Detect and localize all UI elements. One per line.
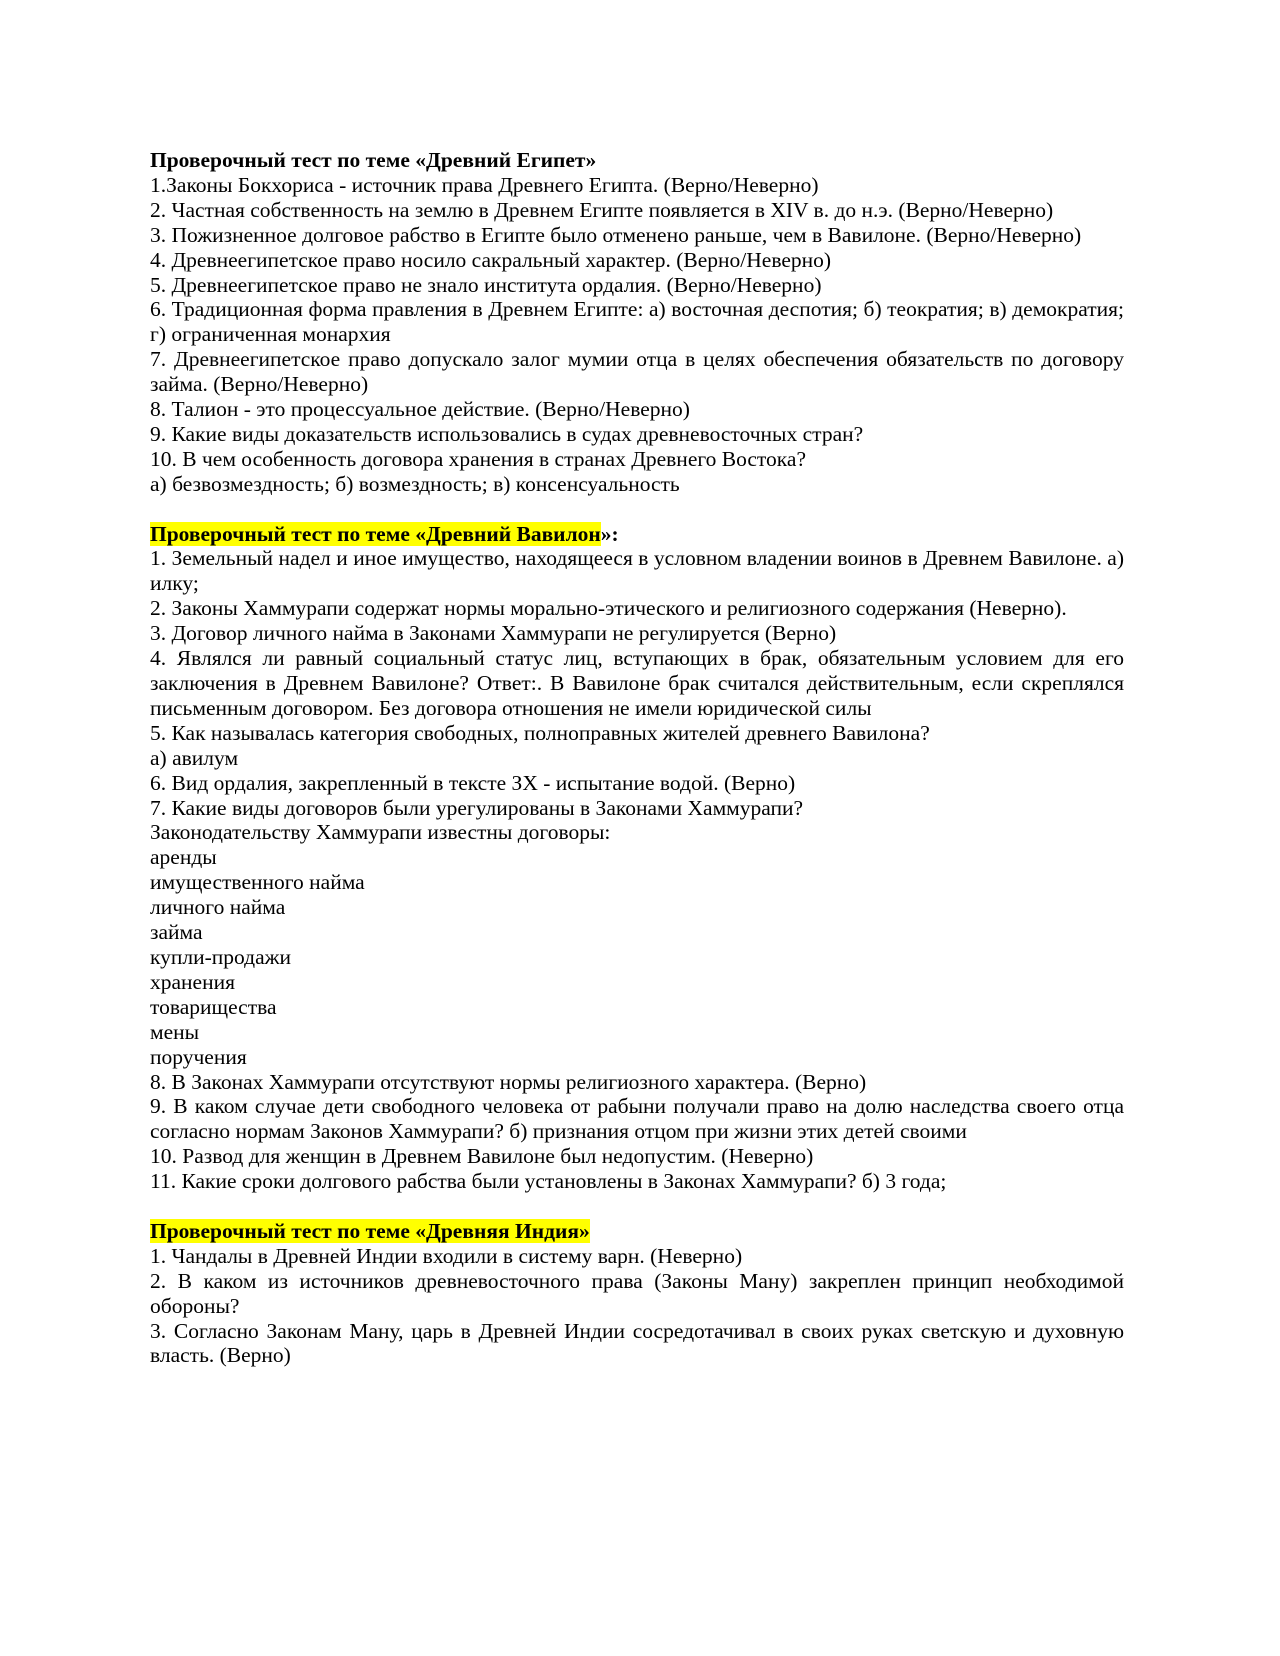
section-title-egypt: Проверочный тест по теме «Древний Египет» xyxy=(150,148,597,172)
document-page xyxy=(150,148,1124,1368)
section-title-babylon xyxy=(150,522,1124,547)
question-line: 3. Пожизненное долговое рабство в Египте было отменено раньше, чем в Вавилоне. (Верно/Неверно) xyxy=(150,222,1082,247)
question-line: 7. Древнеегипетское право допускало залог мумии отца в целях обеспечения обязательств по договору займа. (Верно/Неверно) xyxy=(150,347,1124,397)
question-line: 4. Являлся ли равный социальный статус лиц, вступающих в брак, обязательным условием для его заключения в Древнем Вавилоне? Ответ:. В Вавилоне брак считался действительным, если скреплялся письменным договором. Без договора отношения не имели юридической силы xyxy=(150,646,1124,720)
question-line: 8. В Законах Хаммурапи отсутствуют нормы религиозного характера. (Верно) xyxy=(150,1069,867,1094)
question-line: 9. В каком случае дети свободного человека от рабыни получали право на долю наследства своего отца согласно нормам Законов Хаммурапи? б) признания отцом при жизни этих детей своими xyxy=(150,1094,1124,1144)
list-item: товарищества xyxy=(150,994,277,1019)
section-egypt xyxy=(150,148,1124,497)
question-line: 10. Развод для женщин в Древнем Вавилоне был недопустим. (Неверно) xyxy=(150,1144,814,1169)
list-item: хранения xyxy=(150,969,235,994)
list-item: мены xyxy=(150,1019,200,1044)
question-line: 3. Договор личного найма в Законами Хаммурапи не регулируется (Верно) xyxy=(150,621,837,646)
question-line: 9. Какие виды доказательств использовались в судах древневосточных стран? xyxy=(150,421,864,446)
title-highlight: Проверочный тест по теме «Древний Вавилон xyxy=(150,521,601,546)
question-line: 6. Традиционная форма правления в Древнем Египте: а) восточная деспотия; б) теократия; в) демократия; г) ограниченная монархия xyxy=(150,297,1124,347)
question-line: 5. Древнеегипетское право не знало института ордалия. (Верно/Неверно) xyxy=(150,272,822,297)
title-highlight: Проверочный тест по теме «Древняя Индия» xyxy=(150,1218,590,1243)
section-title-india xyxy=(150,1219,1124,1244)
answer-line: а) безвозмездность; б) возмездность; в) консенсуальность xyxy=(150,471,680,496)
list-item: займа xyxy=(150,920,203,945)
question-line: 7. Какие виды договоров были урегулированы в Законами Хаммурапи? xyxy=(150,795,804,820)
question-line: 1. Чандалы в Древней Индии входили в систему варн. (Неверно) xyxy=(150,1243,743,1268)
question-line: 2. Законы Хаммурапи содержат нормы морально-этического и религиозного содержания (Неверно). xyxy=(150,596,1067,621)
answer-line: Законодательству Хаммурапи известны договоры: xyxy=(150,820,611,845)
question-line: 1.Законы Бокхориса - источник права Древнего Египта. (Верно/Неверно) xyxy=(150,172,819,197)
question-line: 2. Частная собственность на землю в Древнем Египте появляется в XIV в. до н.э. (Верно/Неверно) xyxy=(150,197,1054,222)
question-line: 10. В чем особенность договора хранения в странах Древнего Востока? xyxy=(150,446,807,471)
section-india xyxy=(150,1219,1124,1368)
answer-line: а) авилум xyxy=(150,745,239,770)
list-item: имущественного найма xyxy=(150,870,365,895)
section-babylon xyxy=(150,522,1124,1194)
question-line: 6. Вид ордалия, закрепленный в тексте ЗХ - испытание водой. (Верно) xyxy=(150,770,796,795)
question-line: 3. Согласно Законам Ману, царь в Древней Индии сосредотачивал в своих руках светскую и духовную власть. (Верно) xyxy=(150,1318,1124,1368)
question-line: 8. Талион - это процессуальное действие. (Верно/Неверно) xyxy=(150,397,690,422)
list-item: купли-продажи xyxy=(150,944,292,969)
question-line: 4. Древнеегипетское право носило сакральный характер. (Верно/Неверно) xyxy=(150,247,832,272)
title-suffix: »: xyxy=(600,521,619,546)
question-line: 5. Как называлась категория свободных, полноправных жителей древнего Вавилона? xyxy=(150,720,930,745)
list-item: личного найма xyxy=(150,895,286,920)
question-line: 2. В каком из источников древневосточного права (Законы Ману) закреплен принцип необходимой обороны? xyxy=(150,1268,1124,1318)
list-item: поручения xyxy=(150,1044,247,1069)
list-item: аренды xyxy=(150,845,217,870)
question-line: 11. Какие сроки долгового рабства были установлены в Законах Хаммурапи? б) 3 года; xyxy=(150,1169,947,1194)
question-line: 1. Земельный надел и иное имущество, находящееся в условном владении воинов в Древнем Вавилоне. а) илку; xyxy=(150,546,1124,596)
